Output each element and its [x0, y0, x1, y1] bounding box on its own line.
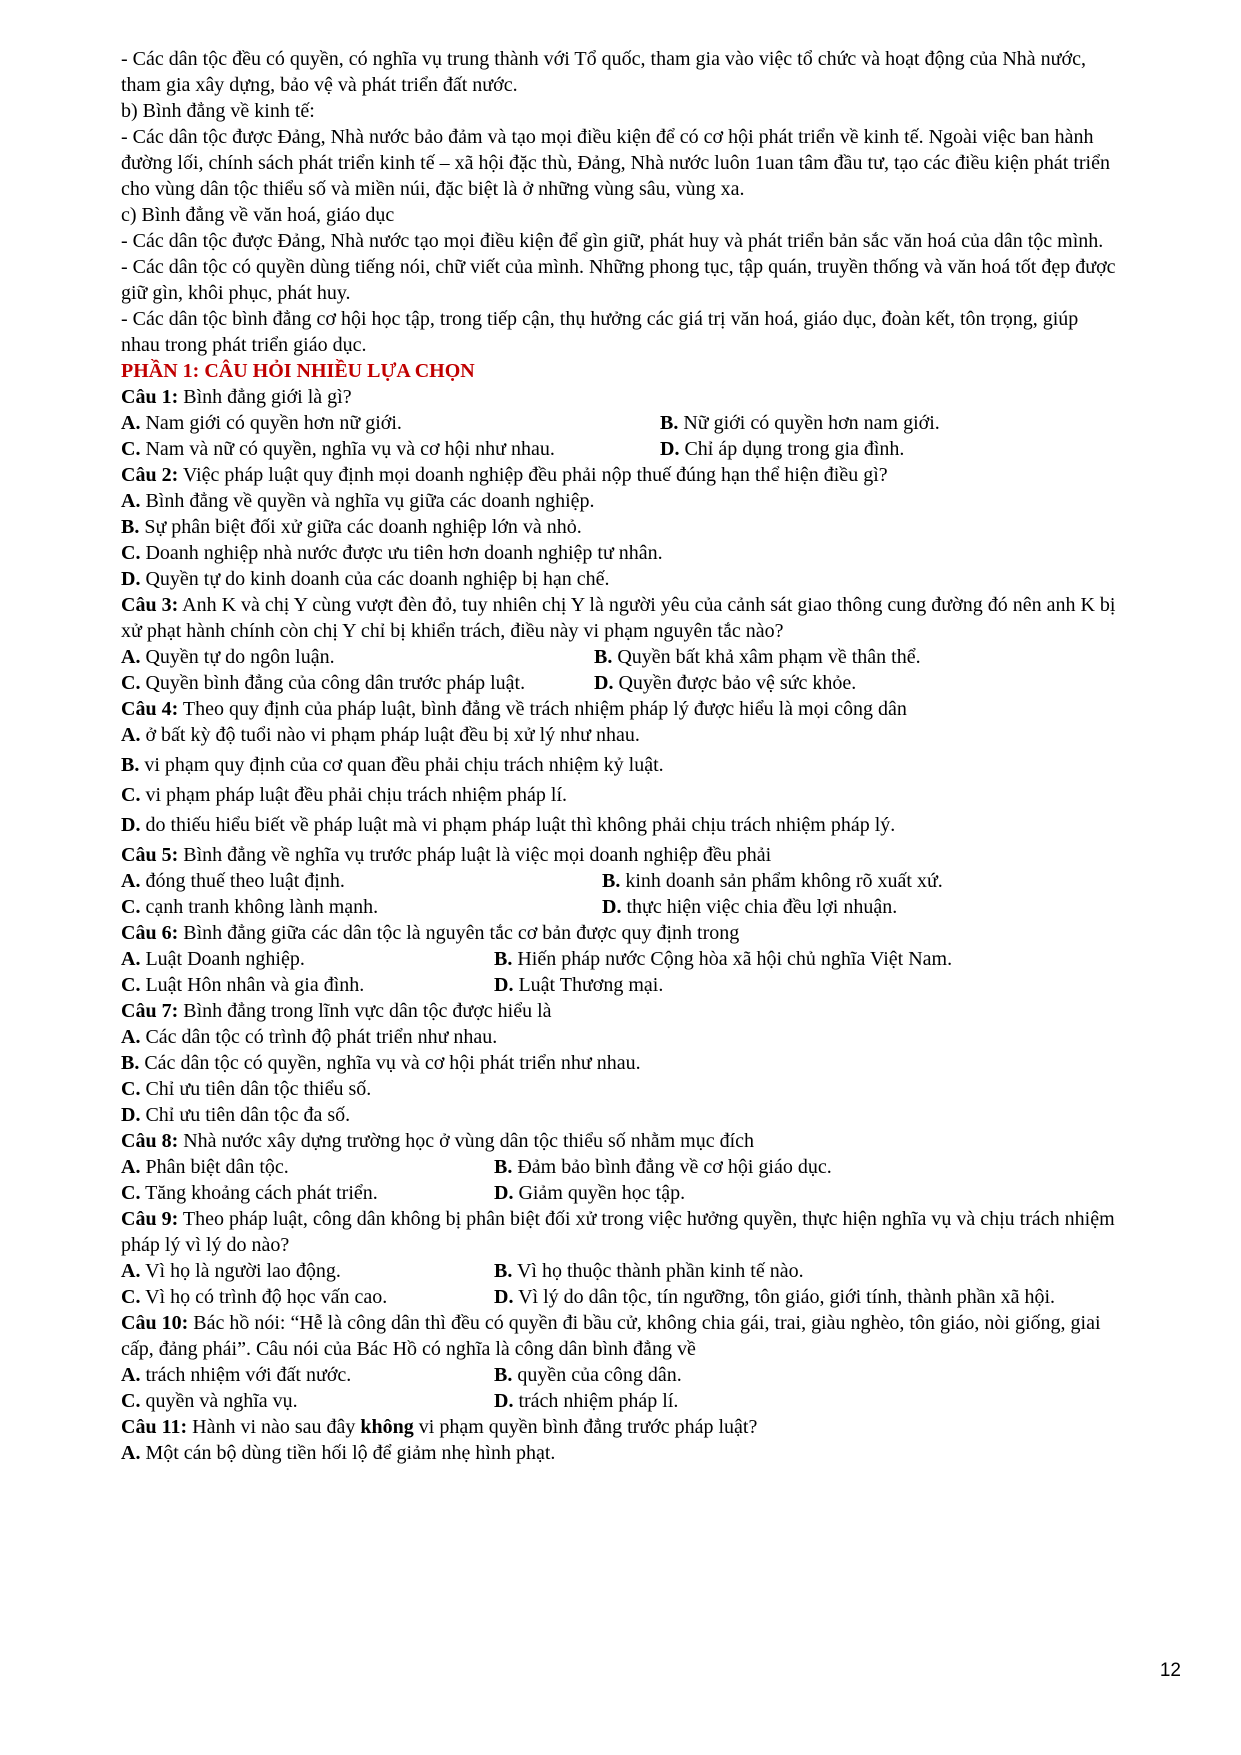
option-c	[121, 1388, 494, 1414]
question-number: Câu 6:	[121, 922, 179, 944]
option-key: B.	[121, 516, 140, 538]
options-row	[121, 1362, 1121, 1388]
option-key: B.	[121, 1052, 140, 1074]
option-text: trách nhiệm với đất nước.	[140, 1364, 352, 1386]
option-key: B.	[660, 412, 679, 434]
intro-paragraph: - Các dân tộc được Đảng, Nhà nước bảo đảm và tạo mọi điều kiện để có cơ hội phát triển về kinh tế. Ngoài việc ban hành đường lối, chính sách phát triển kinh tế – xã hội đặc thù, Đảng, Nhà nước luôn 1uan tâm đầu tư, tạo các điều kiện phát triển cho vùng dân tộc thiểu số và miền núi, đặc biệt là ở những vùng sâu, vùng xa.	[121, 126, 1110, 200]
options-row	[121, 410, 1121, 436]
option-text: Nam giới có quyền hơn nữ giới.	[140, 412, 402, 434]
option-text: Vì họ là người lao động.	[140, 1260, 341, 1282]
option-text: Chỉ ưu tiên dân tộc thiểu số.	[140, 1078, 372, 1100]
option-text: Phân biệt dân tộc.	[140, 1156, 289, 1178]
question-number: Câu 11:	[121, 1416, 188, 1438]
option-text: Luật Doanh nghiệp.	[140, 948, 305, 970]
option-key: A.	[121, 1364, 141, 1386]
option-a	[121, 644, 594, 670]
option-text: Quyền bình đẳng của công dân trước pháp luật.	[140, 672, 526, 694]
option-key: C.	[121, 542, 141, 564]
option-key: C.	[121, 1182, 141, 1204]
question-number: Câu 9:	[121, 1208, 179, 1230]
option-b	[121, 514, 1121, 540]
document-page	[121, 46, 1121, 1466]
option-key: A.	[121, 412, 141, 434]
question-text: Nhà nước xây dựng trường học ở vùng dân tộc thiểu số nhằm mục đích	[178, 1130, 755, 1152]
question-11	[121, 1414, 1121, 1440]
option-key: C.	[121, 1286, 141, 1308]
intro-paragraph: - Các dân tộc được Đảng, Nhà nước tạo mọi điều kiện để gìn giữ, phát huy và phát triển bản sắc văn hoá của dân tộc mình.	[121, 230, 1104, 252]
option-key: D.	[494, 1390, 514, 1412]
option-d	[121, 1102, 1121, 1128]
option-text: vi phạm pháp luật đều phải chịu trách nhiệm pháp lí.	[140, 784, 568, 806]
option-text: Nữ giới có quyền hơn nam giới.	[678, 412, 940, 434]
option-c	[121, 972, 494, 998]
option-key: B.	[494, 1364, 513, 1386]
option-key: C.	[121, 1390, 141, 1412]
option-key: D.	[121, 568, 141, 590]
option-b	[602, 868, 943, 894]
options-row	[121, 670, 1121, 696]
option-text: Vì họ thuộc thành phần kinh tế nào.	[512, 1260, 804, 1282]
option-key: A.	[121, 948, 141, 970]
question-4	[121, 696, 1121, 722]
question-number: Câu 5:	[121, 844, 179, 866]
intro-paragraph: - Các dân tộc đều có quyền, có nghĩa vụ trung thành với Tổ quốc, tham gia vào việc tổ chức và hoạt động của Nhà nước, tham gia xây dựng, bảo vệ và phát triển đất nước.	[121, 48, 1086, 96]
option-c	[121, 894, 602, 920]
option-text: Doanh nghiệp nhà nước được ưu tiên hơn doanh nghiệp tư nhân.	[140, 542, 663, 564]
options-row	[121, 1388, 1121, 1414]
option-d	[494, 1388, 678, 1414]
option-key: D.	[121, 1104, 141, 1126]
option-text: trách nhiệm pháp lí.	[513, 1390, 679, 1412]
option-key: A.	[121, 490, 141, 512]
option-c	[121, 1180, 494, 1206]
option-key: C.	[121, 438, 141, 460]
options-row	[121, 894, 1121, 920]
option-key: B.	[594, 646, 613, 668]
option-b	[594, 644, 921, 670]
option-b	[494, 1154, 832, 1180]
question-text: Bình đẳng về nghĩa vụ trước pháp luật là việc mọi doanh nghiệp đều phải	[178, 844, 772, 866]
option-d	[594, 670, 856, 696]
options-row	[121, 436, 1121, 462]
option-text: do thiếu hiểu biết về pháp luật mà vi phạm pháp luật thì không phải chịu trách nhiệm pháp lý.	[140, 814, 896, 836]
option-d	[121, 812, 1121, 838]
option-key: A.	[121, 646, 141, 668]
option-text: Chỉ áp dụng trong gia đình.	[679, 438, 905, 460]
option-text: Đảm bảo bình đẳng về cơ hội giáo dục.	[512, 1156, 832, 1178]
option-key: A.	[121, 1156, 141, 1178]
question-3	[121, 592, 1121, 644]
option-text: Quyền bất khả xâm phạm về thân thể.	[612, 646, 921, 668]
option-a	[121, 488, 1121, 514]
question-10	[121, 1310, 1121, 1362]
option-key: A.	[121, 1026, 141, 1048]
option-text: Giảm quyền học tập.	[513, 1182, 686, 1204]
options-row	[121, 1258, 1121, 1284]
options-row	[121, 1154, 1121, 1180]
option-text: Các dân tộc có quyền, nghĩa vụ và cơ hội phát triển như nhau.	[139, 1052, 641, 1074]
option-c	[121, 1284, 494, 1310]
intro-subheading: c) Bình đẳng về văn hoá, giáo dục	[121, 204, 395, 226]
option-text: Hiến pháp nước Cộng hòa xã hội chủ nghĩa Việt Nam.	[512, 948, 953, 970]
question-text: Bình đẳng giữa các dân tộc là nguyên tắc cơ bản được quy định trong	[178, 922, 740, 944]
option-c	[121, 436, 660, 462]
option-key: D.	[494, 1182, 514, 1204]
option-key: B.	[121, 754, 140, 776]
question-number: Câu 10:	[121, 1312, 189, 1334]
option-text: Nam và nữ có quyền, nghĩa vụ và cơ hội như nhau.	[140, 438, 555, 460]
option-text: Quyền tự do ngôn luận.	[140, 646, 335, 668]
option-text: Các dân tộc có trình độ phát triển như nhau.	[140, 1026, 498, 1048]
option-b	[494, 946, 952, 972]
question-number: Câu 4:	[121, 698, 179, 720]
option-a	[121, 722, 1121, 748]
question-number: Câu 7:	[121, 1000, 179, 1022]
question-6	[121, 920, 1121, 946]
question-7	[121, 998, 1121, 1024]
option-text: Chỉ ưu tiên dân tộc đa số.	[140, 1104, 351, 1126]
question-text: Theo quy định của pháp luật, bình đẳng về trách nhiệm pháp lý được hiểu là mọi công dân	[178, 698, 907, 720]
option-key: A.	[121, 724, 141, 746]
option-d	[494, 1284, 1055, 1310]
intro-paragraph: - Các dân tộc có quyền dùng tiếng nói, chữ viết của mình. Những phong tục, tập quán, truyền thống và văn hoá tốt đẹp được giữ gìn, khôi phục, phát huy.	[121, 256, 1116, 304]
question-text: Theo pháp luật, công dân không bị phân biệt đối xử trong việc hưởng quyền, thực hiện nghĩa vụ và chịu trách nhiệm pháp lý vì lý do nào?	[121, 1208, 1115, 1256]
option-d	[121, 566, 1121, 592]
option-d	[602, 894, 897, 920]
option-key: D.	[594, 672, 614, 694]
options-row	[121, 644, 1121, 670]
option-key: A.	[121, 1442, 141, 1464]
options-row	[121, 972, 1121, 998]
option-d	[494, 972, 663, 998]
question-number: Câu 2:	[121, 464, 179, 486]
option-a	[121, 1024, 1121, 1050]
question-number: Câu 8:	[121, 1130, 179, 1152]
option-text: Vì lý do dân tộc, tín ngưỡng, tôn giáo, giới tính, thành phần xã hội.	[513, 1286, 1056, 1308]
option-text: Quyền tự do kinh doanh của các doanh nghiệp bị hạn chế.	[140, 568, 610, 590]
option-key: D.	[602, 896, 622, 918]
question-emphasis: không	[360, 1416, 414, 1438]
option-text: quyền và nghĩa vụ.	[140, 1390, 298, 1412]
option-a	[121, 1362, 494, 1388]
option-key: B.	[602, 870, 621, 892]
option-key: C.	[121, 672, 141, 694]
option-text: Vì họ có trình độ học vấn cao.	[140, 1286, 388, 1308]
option-c	[121, 540, 1121, 566]
question-text: Bình đẳng trong lĩnh vực dân tộc được hiểu là	[178, 1000, 552, 1022]
option-c	[121, 1076, 1121, 1102]
option-c	[121, 782, 1121, 808]
question-number: Câu 1:	[121, 386, 179, 408]
option-d	[494, 1180, 685, 1206]
option-c	[121, 670, 594, 696]
option-text: Tăng khoảng cách phát triển.	[140, 1182, 378, 1204]
option-key: B.	[494, 948, 513, 970]
question-text: Việc pháp luật quy định mọi doanh nghiệp đều phải nộp thuế đúng hạn thể hiện điều gì?	[178, 464, 888, 486]
option-a	[121, 1258, 494, 1284]
option-key: B.	[494, 1260, 513, 1282]
option-b	[121, 1050, 1121, 1076]
option-key: C.	[121, 1078, 141, 1100]
option-text: đóng thuế theo luật định.	[140, 870, 345, 892]
option-b	[494, 1258, 804, 1284]
options-row	[121, 1180, 1121, 1206]
option-d	[660, 436, 904, 462]
option-text: thực hiện việc chia đều lợi nhuận.	[621, 896, 898, 918]
option-key: D.	[660, 438, 680, 460]
question-text: Hành vi nào sau đây	[187, 1416, 361, 1438]
options-row	[121, 1284, 1121, 1310]
option-text: kinh doanh sản phẩm không rõ xuất xứ.	[620, 870, 943, 892]
page-number: 12	[1159, 1660, 1181, 1681]
option-a	[121, 1154, 494, 1180]
intro-paragraph: - Các dân tộc bình đẳng cơ hội học tập, trong tiếp cận, thụ hưởng các giá trị văn hoá, giáo dục, đoàn kết, tôn trọng, giúp nhau trong phát triển giáo dục.	[121, 308, 1079, 356]
question-text: Anh K và chị Y cùng vượt đèn đỏ, tuy nhiên chị Y là người yêu của cảnh sát giao thông cung đường đó nên anh K bị xử phạt hành chính còn chị Y chỉ bị khiển trách, điều này vi phạm nguyên tắc nào?	[121, 594, 1116, 642]
section-heading: PHẦN 1: CÂU HỎI NHIỀU LỰA CHỌN	[121, 360, 475, 382]
option-text: Sự phân biệt đối xử giữa các doanh nghiệp lớn và nhỏ.	[139, 516, 582, 538]
option-text: ở bất kỳ độ tuổi nào vi phạm pháp luật đều bị xử lý như nhau.	[140, 724, 640, 746]
option-text: Luật Hôn nhân và gia đình.	[140, 974, 365, 996]
question-text: Bác hồ nói: “Hễ là công dân thì đều có quyền đi bầu cử, không chia gái, trai, giàu nghèo, tôn giáo, nòi giống, giai cấp, đảng phái”. Câu nói của Bác Hồ có nghĩa là công dân bình đẳng về	[121, 1312, 1101, 1360]
option-text: Một cán bộ dùng tiền hối lộ để giảm nhẹ hình phạt.	[140, 1442, 556, 1464]
option-text: Luật Thương mại.	[513, 974, 664, 996]
option-key: A.	[121, 870, 141, 892]
option-text: Bình đẳng về quyền và nghĩa vụ giữa các doanh nghiệp.	[140, 490, 595, 512]
option-key: A.	[121, 1260, 141, 1282]
option-text: cạnh tranh không lành mạnh.	[140, 896, 379, 918]
option-a	[121, 868, 602, 894]
question-text: Bình đẳng giới là gì?	[178, 386, 352, 408]
intro-subheading: b) Bình đẳng về kinh tế:	[121, 100, 315, 122]
option-key: D.	[121, 814, 141, 836]
option-b	[494, 1362, 682, 1388]
option-b	[660, 410, 940, 436]
options-row	[121, 868, 1121, 894]
option-text: quyền của công dân.	[512, 1364, 682, 1386]
question-number: Câu 3:	[121, 594, 179, 616]
option-b	[121, 752, 1121, 778]
question-2	[121, 462, 1121, 488]
option-key: C.	[121, 784, 141, 806]
option-key: D.	[494, 974, 514, 996]
option-text: Quyền được bảo vệ sức khỏe.	[613, 672, 857, 694]
question-9	[121, 1206, 1121, 1258]
option-key: B.	[494, 1156, 513, 1178]
option-key: C.	[121, 974, 141, 996]
option-key: C.	[121, 896, 141, 918]
option-a	[121, 410, 660, 436]
question-text: vi phạm quyền bình đẳng trước pháp luật?	[413, 1416, 758, 1438]
option-text: vi phạm quy định của cơ quan đều phải chịu trách nhiệm kỷ luật.	[139, 754, 664, 776]
question-1	[121, 384, 1121, 410]
option-a	[121, 946, 494, 972]
options-row	[121, 946, 1121, 972]
question-5	[121, 842, 1121, 868]
question-8	[121, 1128, 1121, 1154]
option-key: D.	[494, 1286, 514, 1308]
option-a	[121, 1440, 1121, 1466]
